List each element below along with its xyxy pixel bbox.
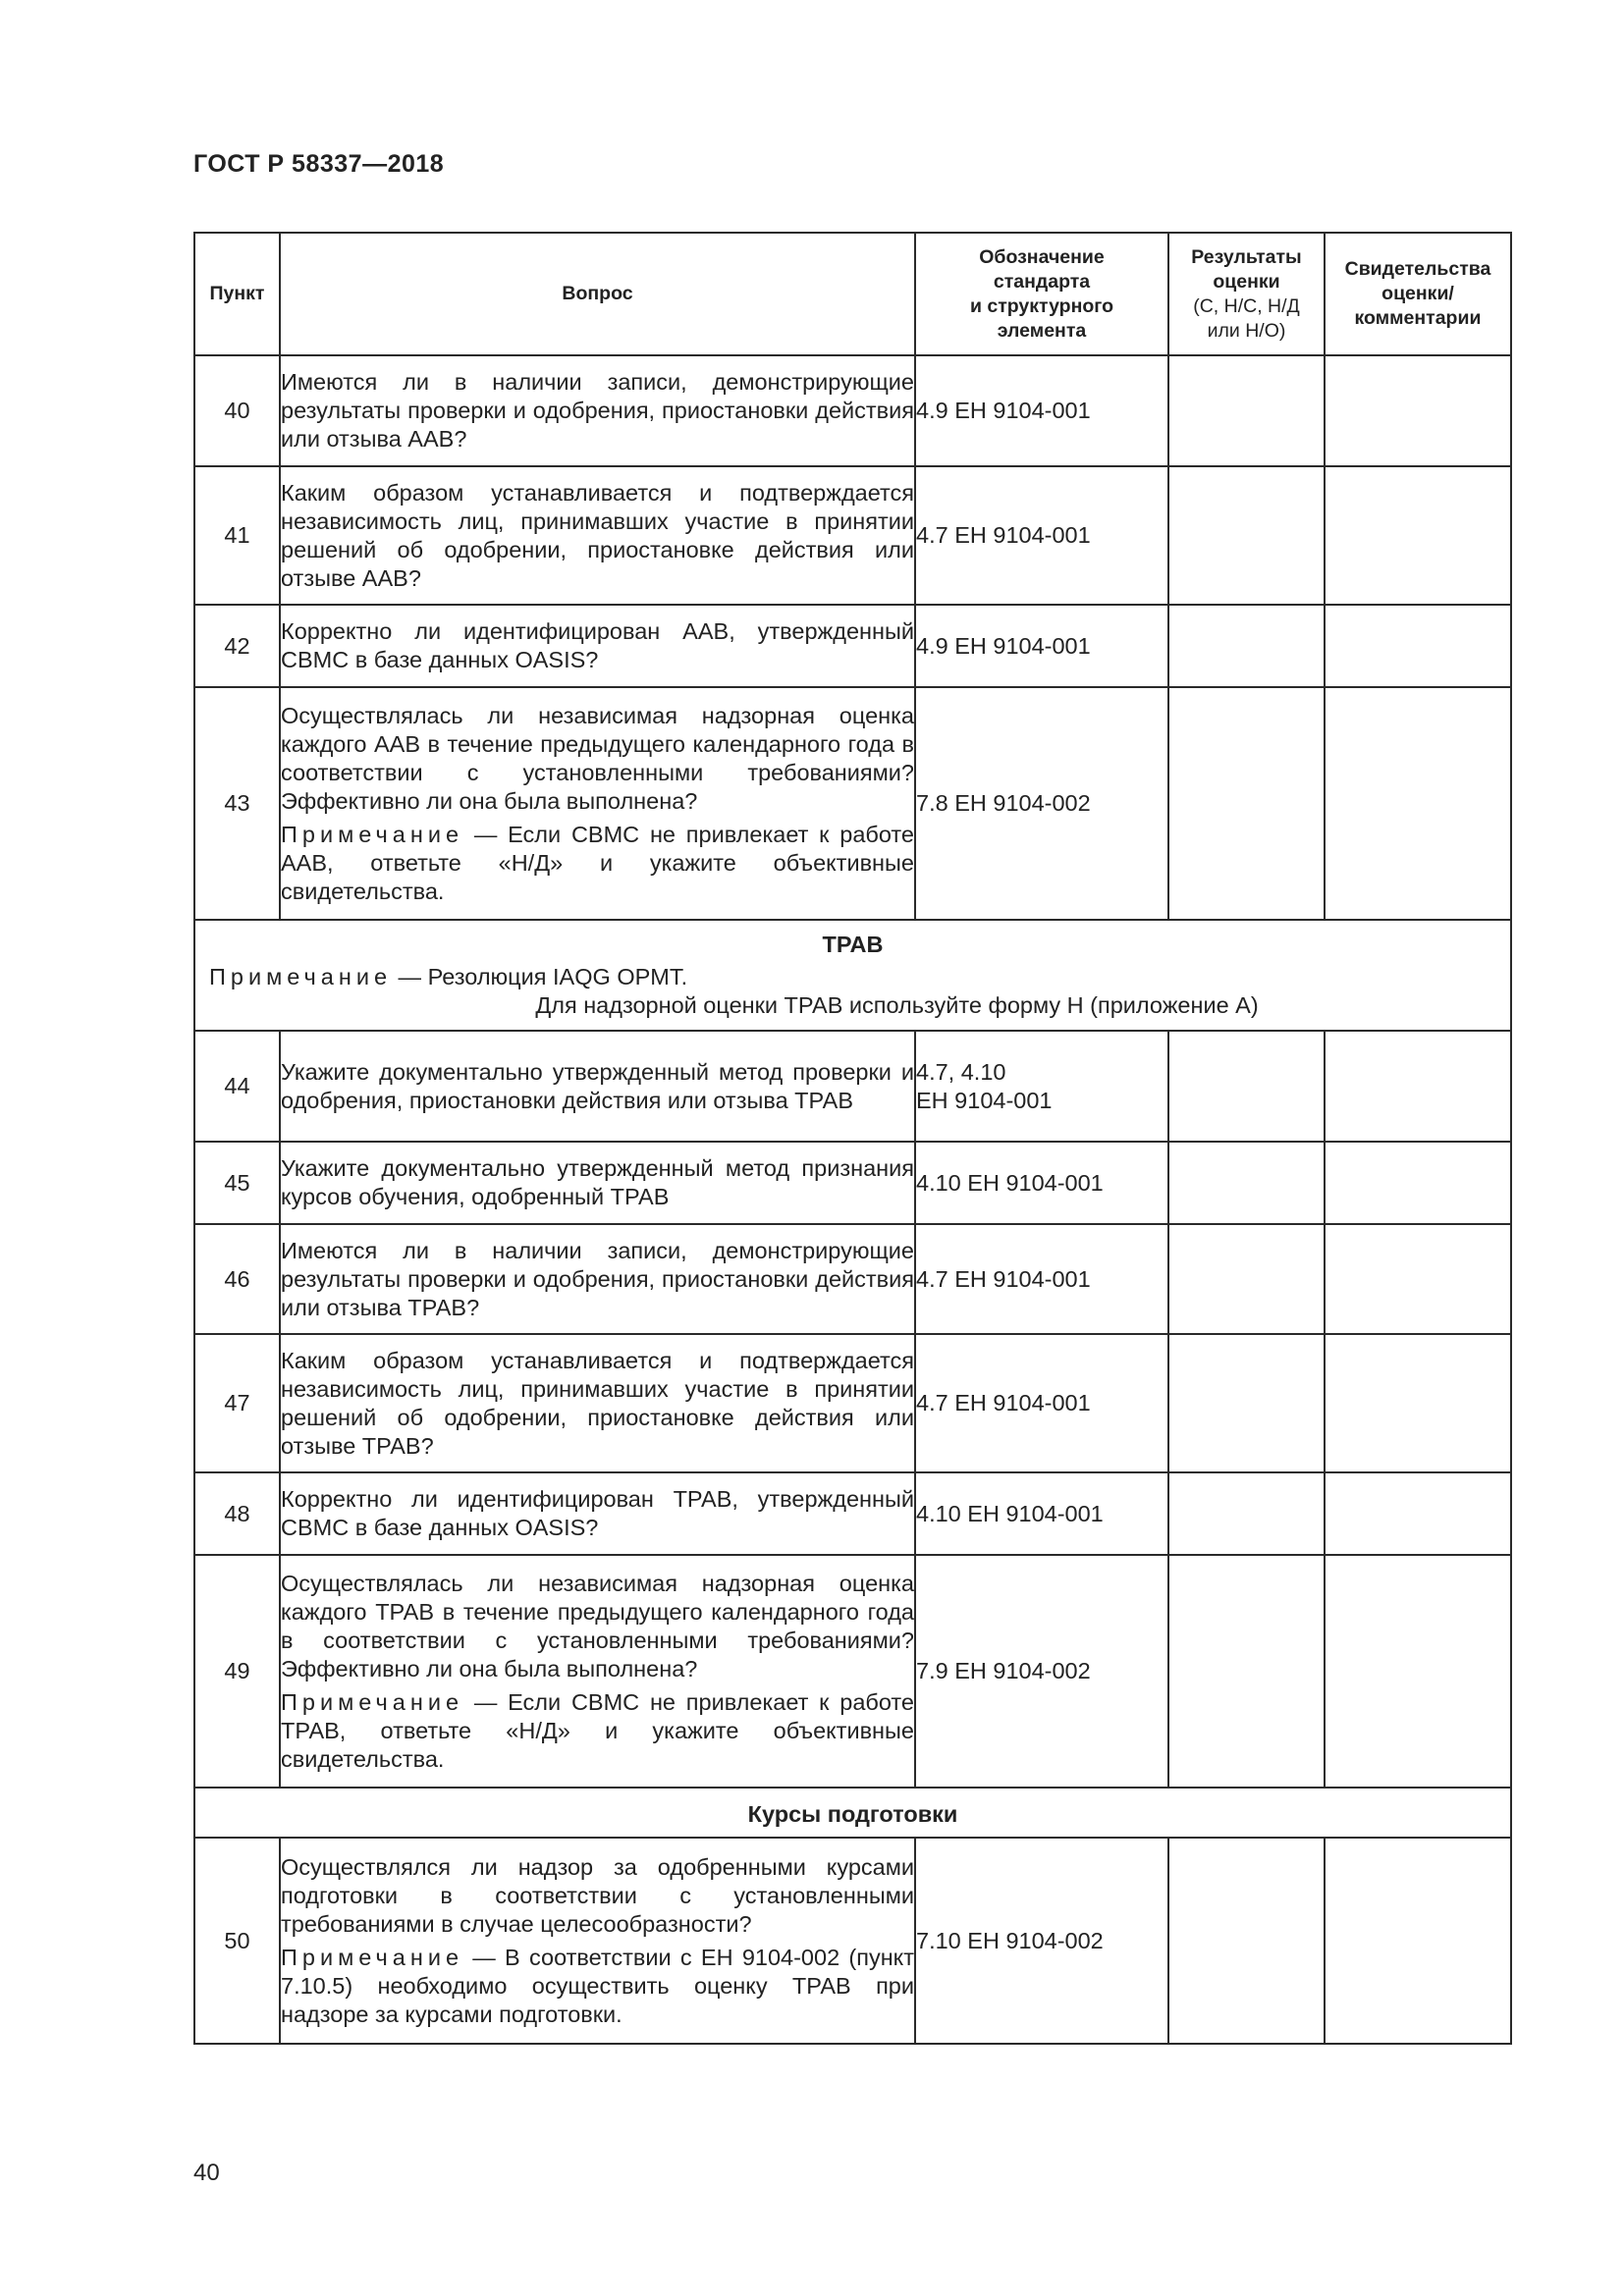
row-note: Примечание — Если СВМС не привлекает к работе ТРАВ, ответьте «Н/Д» и укажите объективные свидетельства.: [281, 1688, 914, 1772]
col-header-results: Результаты оценки (С, Н/С, Н/Д или Н/О): [1168, 233, 1325, 355]
section-courses: [194, 1788, 1511, 1838]
row-number: 43: [194, 687, 280, 920]
section-note: Примечание — Резолюция IAQG OPMT.: [209, 964, 688, 989]
row-result-cell[interactable]: [1168, 1555, 1325, 1788]
section-note-line2: Для надзорной оценки ТРАВ используйте форму Н (приложение А): [535, 992, 1259, 1018]
row-evidence-cell[interactable]: [1325, 1472, 1511, 1555]
row-result-cell[interactable]: [1168, 355, 1325, 466]
row-number: 49: [194, 1555, 280, 1788]
row-number: 46: [194, 1224, 280, 1334]
row-standard: 4.9 ЕН 9104-001: [915, 355, 1168, 466]
row-number: 45: [194, 1142, 280, 1224]
row-evidence-cell[interactable]: [1325, 1334, 1511, 1472]
row-question: Имеются ли в наличии записи, демонстрирующие результаты проверки и одобрения, приостановки действия или отзыва ААВ?: [280, 355, 915, 466]
row-result-cell[interactable]: [1168, 1472, 1325, 1555]
checklist-table: [193, 232, 1512, 2045]
row-result-cell[interactable]: [1168, 1838, 1325, 2044]
row-evidence-cell[interactable]: [1325, 687, 1511, 920]
table-row: [194, 1472, 1511, 1555]
row-standard: 4.7 ЕН 9104-001: [915, 1334, 1168, 1472]
row-question: Каким образом устанавливается и подтверждается независимость лиц, принимавших участие в принятии решений об одобрении, приостановке действия или отзыве ТРАВ?: [280, 1334, 915, 1472]
page-number: 40: [193, 2160, 220, 2186]
row-question: Осуществлялась ли независимая надзорная оценка каждого ТРАВ в течение предыдущего календарного года в соответствии с установленными требованиями? Эффективно ли она была выполнена? Примечание — Если СВМС не привлекает к работе ТРАВ, ответьте «Н/Д» и укажите объективные свидетельства.: [280, 1555, 915, 1788]
col-header-evidence: Свидетельства оценки/ комментарии: [1325, 233, 1511, 355]
row-standard: 4.7, 4.10 ЕН 9104-001: [915, 1031, 1168, 1142]
row-question: Укажите документально утвержденный метод проверки и одобрения, приостановки действия или отзыва ТРАВ: [280, 1031, 915, 1142]
row-note: Примечание — В соответствии с ЕН 9104-002 (пункт 7.10.5) необходимо осуществить оценку ТРАВ при надзоре за курсами подготовки.: [281, 1944, 914, 2027]
row-question: Каким образом устанавливается и подтверждается независимость лиц, принимавших участие в принятии решений об одобрении, приостановке действия или отзыве ААВ?: [280, 466, 915, 605]
table-row: [194, 466, 1511, 605]
col-header-question: Вопрос: [280, 233, 915, 355]
table-row: [194, 355, 1511, 466]
row-result-cell[interactable]: [1168, 1031, 1325, 1142]
row-number: 50: [194, 1838, 280, 2044]
table-row: [194, 1224, 1511, 1334]
section-title: ТРАВ: [822, 932, 884, 957]
section-title: Курсы подготовки: [194, 1788, 1511, 1838]
table-row: [194, 1555, 1511, 1788]
row-evidence-cell[interactable]: [1325, 355, 1511, 466]
table-row: [194, 1838, 1511, 2044]
row-question: Осуществлялась ли независимая надзорная оценка каждого ААВ в течение предыдущего календарного года в соответствии с установленными требованиями? Эффективно ли она была выполнена? Примечание — Если СВМС не привлекает к работе ААВ, ответьте «Н/Д» и укажите объективные свидетельства.: [280, 687, 915, 920]
table-row: [194, 1142, 1511, 1224]
row-question: Имеются ли в наличии записи, демонстрирующие результаты проверки и одобрения, приостановки действия или отзыва ТРАВ?: [280, 1224, 915, 1334]
row-result-cell[interactable]: [1168, 1224, 1325, 1334]
document-code: ГОСТ Р 58337—2018: [193, 150, 445, 178]
row-result-cell[interactable]: [1168, 687, 1325, 920]
row-standard: 7.9 ЕН 9104-002: [915, 1555, 1168, 1788]
col-header-standard: Обозначение стандарта и структурного элемента: [915, 233, 1168, 355]
row-number: 47: [194, 1334, 280, 1472]
row-standard: 4.9 ЕН 9104-001: [915, 605, 1168, 687]
row-question: Корректно ли идентифицирован ТРАВ, утвержденный СВМС в базе данных OASIS?: [280, 1472, 915, 1555]
row-number: 40: [194, 355, 280, 466]
table-row: [194, 1031, 1511, 1142]
table-row: [194, 605, 1511, 687]
section-trab: [194, 920, 1511, 1031]
col-header-item: Пункт: [194, 233, 280, 355]
row-result-cell[interactable]: [1168, 1142, 1325, 1224]
table-header-row: [194, 233, 1511, 355]
table-row: [194, 687, 1511, 920]
row-standard: 4.10 ЕН 9104-001: [915, 1472, 1168, 1555]
row-number: 44: [194, 1031, 280, 1142]
row-standard: 4.7 ЕН 9104-001: [915, 466, 1168, 605]
row-note: Примечание — Если СВМС не привлекает к работе ААВ, ответьте «Н/Д» и укажите объективные свидетельства.: [281, 821, 914, 904]
row-question: Осуществлялся ли надзор за одобренными курсами подготовки в соответствии с установленными требованиями в случае целесообразности? Примечание — В соответствии с ЕН 9104-002 (пункт 7.10.5) необходимо осуществить оценку ТРАВ при надзоре за курсами подготовки.: [280, 1838, 915, 2044]
row-result-cell[interactable]: [1168, 466, 1325, 605]
row-number: 41: [194, 466, 280, 605]
row-evidence-cell[interactable]: [1325, 605, 1511, 687]
row-number: 42: [194, 605, 280, 687]
row-evidence-cell[interactable]: [1325, 1031, 1511, 1142]
row-evidence-cell[interactable]: [1325, 1224, 1511, 1334]
row-standard: 4.7 ЕН 9104-001: [915, 1224, 1168, 1334]
row-evidence-cell[interactable]: [1325, 1555, 1511, 1788]
row-evidence-cell[interactable]: [1325, 1142, 1511, 1224]
row-evidence-cell[interactable]: [1325, 1838, 1511, 2044]
table-row: [194, 1334, 1511, 1472]
row-standard: 4.10 ЕН 9104-001: [915, 1142, 1168, 1224]
row-standard: 7.8 ЕН 9104-002: [915, 687, 1168, 920]
row-result-cell[interactable]: [1168, 605, 1325, 687]
row-standard: 7.10 ЕН 9104-002: [915, 1838, 1168, 2044]
row-number: 48: [194, 1472, 280, 1555]
row-result-cell[interactable]: [1168, 1334, 1325, 1472]
row-evidence-cell[interactable]: [1325, 466, 1511, 605]
row-question: Укажите документально утвержденный метод признания курсов обучения, одобренный ТРАВ: [280, 1142, 915, 1224]
row-question: Корректно ли идентифицирован ААВ, утвержденный СВМС в базе данных OASIS?: [280, 605, 915, 687]
